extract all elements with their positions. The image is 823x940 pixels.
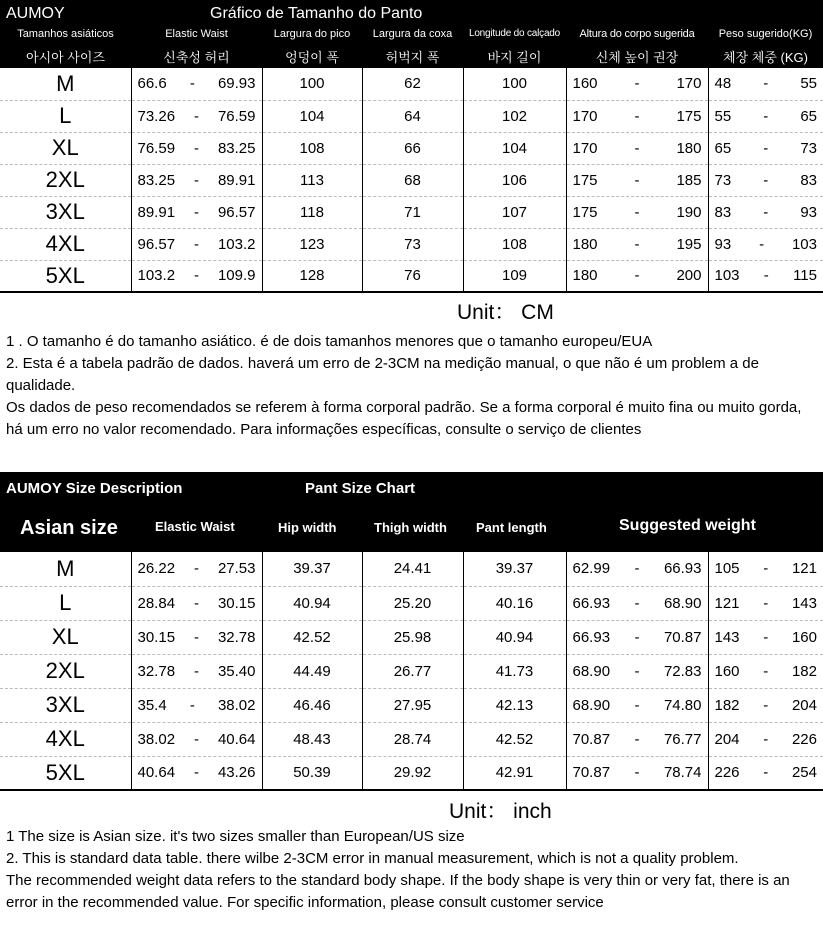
table-cell [131,100,262,132]
range-dash: - [194,594,199,612]
table-cell [708,552,823,586]
range-value: 105 [714,560,740,578]
chart-title: Pant Size Chart [305,480,416,497]
unit-inch: Unit： inch [449,800,552,823]
range-value: 180 [572,235,598,253]
table-cell [566,260,708,292]
table-cell [131,722,262,756]
range-dash: - [194,764,199,782]
table-cell [708,132,823,164]
column-header: Altura do corpo sugerida [579,28,695,40]
table-cell [566,688,708,722]
range-dash: - [763,764,769,782]
range-value: 30.15 [217,594,256,612]
range-value: 226 [714,764,740,782]
table-cell: 108 [262,132,362,164]
range-value: 83.25 [217,139,256,157]
column-header: Largura da coxa [372,28,453,40]
range-value: 115 [793,267,817,285]
header-length: Pant length [476,520,547,535]
table-cell: 104 [262,100,362,132]
table-cell [708,228,823,260]
range-value: 55 [800,75,817,93]
range-value: 73 [800,139,817,157]
table-cell: 113 [262,164,362,196]
table-cell: M [0,68,131,100]
range-value: 83 [800,171,817,189]
table-cell: 104 [463,132,566,164]
table-cell [708,586,823,620]
range-dash: - [194,560,199,578]
range-value: 70.87 [572,730,611,748]
brand: AUMOY [6,5,65,22]
table-cell: 50.39 [262,756,362,790]
range-dash: - [634,696,640,714]
range-value: 180 [572,267,598,285]
range-value: 103 [714,267,740,285]
range-dash: - [763,171,769,189]
range-value: 32.78 [217,628,256,646]
table-cell: 42.13 [463,688,566,722]
range-value: 143 [714,628,740,646]
table-row [0,228,823,260]
table-cell [131,260,262,292]
table-cell: XL [0,620,131,654]
note: 2. Esta é a tabela padrão de dados. haverá um erro de 2-3CM na medição manual, o que não é um problem a de qualidade. [6,355,759,394]
table-cell [131,164,262,196]
table-cell: 108 [463,228,566,260]
range-value: 89.91 [137,203,176,221]
table-row [0,688,823,722]
note: 1 The size is Asian size. it's two sizes smaller than European/US size [6,828,465,845]
table-cell [708,100,823,132]
table-cell: 68 [362,164,463,196]
range-value: 65 [800,107,817,125]
table-cell: L [0,100,131,132]
column-header: 아시아 사이즈 [26,50,105,65]
range-dash: - [634,764,640,782]
table-cell: 27.95 [362,688,463,722]
range-value: 28.84 [137,594,176,612]
table-cell: 62 [362,68,463,100]
range-value: 83.25 [137,171,176,189]
range-value: 65 [714,139,732,157]
table-cell: 25.20 [362,586,463,620]
range-dash: - [634,139,640,157]
range-value: 175 [572,203,598,221]
range-value: 68.90 [663,594,702,612]
range-dash: - [763,203,769,221]
range-value: 27.53 [217,560,256,578]
table-row [0,654,823,688]
table-cell: 107 [463,196,566,228]
table-cell [566,132,708,164]
range-dash: - [634,75,640,93]
range-value: 72.83 [663,662,702,680]
range-dash: - [634,662,640,680]
range-value: 109.9 [217,267,256,285]
range-dash: - [634,560,640,578]
table-row [0,260,823,292]
table-cell [708,164,823,196]
range-value: 103.2 [137,267,176,285]
range-value: 96.57 [217,203,256,221]
table-cell [566,100,708,132]
range-value: 40.64 [217,730,256,748]
range-dash: - [759,235,765,253]
table-row [0,132,823,164]
range-dash: - [763,696,769,714]
range-value: 43.26 [217,764,256,782]
table-cell [131,68,262,100]
range-value: 66.6 [137,75,167,93]
range-value: 204 [791,696,817,714]
table-row [0,552,823,586]
table-cell: 42.91 [463,756,566,790]
header-thigh: Thigh width [374,520,447,535]
range-dash: - [194,203,199,221]
range-value: 76.59 [137,139,176,157]
table-cell: 39.37 [262,552,362,586]
table-cell: L [0,586,131,620]
range-value: 254 [791,764,817,782]
column-header: Tamanhos asiáticos [17,28,114,40]
cm-table-header [0,0,823,68]
range-value: 69.93 [217,75,256,93]
range-dash: - [634,107,640,125]
column-header: Largura do pico [273,28,351,40]
range-value: 35.4 [137,696,167,714]
range-value: 103 [791,235,817,253]
table-cell: 102 [463,100,566,132]
table-row [0,620,823,654]
range-dash: - [634,171,640,189]
table-cell: 42.52 [463,722,566,756]
table-row [0,586,823,620]
table-cell [566,586,708,620]
table-cell [566,722,708,756]
unit-cm: Unit： CM [457,301,554,324]
table-cell: 29.92 [362,756,463,790]
range-value: 226 [791,730,817,748]
table-row [0,164,823,196]
range-value: 68.90 [572,696,611,714]
table-cell [566,164,708,196]
table-cell [131,586,262,620]
table-cell: 48.43 [262,722,362,756]
range-value: 182 [791,662,817,680]
table-cell [708,196,823,228]
range-value: 190 [676,203,702,221]
range-dash: - [763,267,769,285]
table-cell [566,552,708,586]
table-cell: 3XL [0,688,131,722]
range-value: 32.78 [137,662,176,680]
range-dash: - [194,171,199,189]
table-cell: 40.94 [262,586,362,620]
range-value: 55 [714,107,732,125]
table-cell: 73 [362,228,463,260]
table-cell [566,68,708,100]
table-cell: 64 [362,100,463,132]
range-dash: - [763,139,769,157]
header-weight: Suggested weight [619,517,756,534]
range-value: 175 [572,171,598,189]
range-value: 185 [676,171,702,189]
table-cell [566,620,708,654]
table-cell [708,688,823,722]
table-cell [566,654,708,688]
range-dash: - [763,730,769,748]
table-cell: 100 [463,68,566,100]
table-cell: 5XL [0,756,131,790]
table-cell: 123 [262,228,362,260]
column-header: Peso sugerido(KG) [718,28,813,40]
range-dash: - [634,267,640,285]
table-cell: 4XL [0,722,131,756]
range-value: 121 [714,594,740,612]
range-dash: - [189,696,195,714]
range-value: 103.2 [217,235,256,253]
table-cell: 2XL [0,654,131,688]
range-value: 200 [676,267,702,285]
range-value: 78.74 [663,764,702,782]
table-row [0,100,823,132]
note: 2. This is standard data table. there wilbe 2-3CM error in manual measurement, which is not a quality problem. [6,850,739,867]
notes-pt [6,331,821,441]
table-cell [566,756,708,790]
table-cell [566,196,708,228]
table-cell: 71 [362,196,463,228]
range-value: 66.93 [572,594,611,612]
range-value: 89.91 [217,171,256,189]
range-value: 83 [714,203,732,221]
range-dash: - [763,662,769,680]
table-cell: 76 [362,260,463,292]
brand: AUMOY Size Description [6,480,183,497]
range-dash: - [634,594,640,612]
range-dash: - [634,203,640,221]
note: The recommended weight data refers to the standard body shape. If the body shape is very thin or very fat, there is an error in the recommended value. For specific information, please consult customer service [6,872,790,911]
header-hip: Hip width [278,520,337,535]
column-header: 신축성 허리 [163,50,230,65]
range-dash: - [194,267,199,285]
range-value: 30.15 [137,628,176,646]
table-cell [131,688,262,722]
table-cell [131,654,262,688]
table-cell: 41.73 [463,654,566,688]
table-cell: 40.16 [463,586,566,620]
range-dash: - [634,730,640,748]
column-header: 바지 길이 [487,50,542,65]
table-cell [131,620,262,654]
range-value: 26.22 [137,560,176,578]
range-value: 38.02 [217,696,256,714]
inch-size-table [0,552,823,791]
table-cell: 42.52 [262,620,362,654]
range-value: 195 [676,235,702,253]
range-value: 70.87 [663,628,702,646]
range-value: 40.64 [137,764,176,782]
range-value: 160 [572,75,598,93]
range-value: 38.02 [137,730,176,748]
range-value: 35.40 [217,662,256,680]
table-cell: 128 [262,260,362,292]
table-cell: 2XL [0,164,131,196]
note: Os dados de peso recomendados se referem à forma corporal padrão. Se a forma corporal é muito fina ou muito gorda, há um erro no valor recomendado. Para informações específicas, consulte o serviço de clientes [6,399,802,438]
table-row [0,196,823,228]
range-value: 170 [676,75,702,93]
range-value: 76.77 [663,730,702,748]
table-cell: 5XL [0,260,131,292]
range-value: 170 [572,107,598,125]
range-value: 143 [791,594,817,612]
table-cell [131,196,262,228]
range-value: 204 [714,730,740,748]
table-cell: 3XL [0,196,131,228]
table-cell: 25.98 [362,620,463,654]
column-header: 허벅지 폭 [385,50,440,65]
range-dash: - [763,594,769,612]
range-value: 93 [714,235,732,253]
table-cell [131,756,262,790]
table-cell: XL [0,132,131,164]
range-value: 93 [800,203,817,221]
header-waist: Elastic Waist [155,519,235,534]
notes-en [6,826,821,914]
column-header: 신체 높이 권장 [595,50,679,65]
range-value: 62.99 [572,560,611,578]
table-cell: 109 [463,260,566,292]
table-cell [708,620,823,654]
range-dash: - [763,75,769,93]
column-header: Elastic Waist [165,28,228,40]
table-cell: 40.94 [463,620,566,654]
table-cell: 118 [262,196,362,228]
range-value: 73 [714,171,732,189]
table-cell [131,228,262,260]
table-cell: 4XL [0,228,131,260]
range-value: 180 [676,139,702,157]
range-value: 160 [714,662,740,680]
table-cell: 106 [463,164,566,196]
range-dash: - [763,107,769,125]
range-value: 121 [791,560,817,578]
range-value: 73.26 [137,107,176,125]
cm-size-table [0,68,823,293]
range-dash: - [194,235,199,253]
table-cell: 44.49 [262,654,362,688]
inch-table-header [0,472,823,552]
table-cell [708,654,823,688]
range-value: 96.57 [137,235,176,253]
range-dash: - [763,560,769,578]
range-dash: - [194,662,199,680]
range-value: 74.80 [663,696,702,714]
range-value: 66.93 [572,628,611,646]
range-value: 66.93 [663,560,702,578]
table-cell [708,260,823,292]
table-row [0,756,823,790]
table-cell [566,228,708,260]
table-cell: 26.77 [362,654,463,688]
table-cell: 46.46 [262,688,362,722]
table-cell [131,132,262,164]
range-value: 70.87 [572,764,611,782]
column-header: 체장 체중 (KG) [723,50,808,65]
range-dash: - [194,139,199,157]
range-dash: - [194,628,199,646]
range-dash: - [634,628,640,646]
range-value: 68.90 [572,662,611,680]
table-cell: 28.74 [362,722,463,756]
table-row [0,722,823,756]
column-header: 엉덩이 폭 [285,50,339,65]
range-dash: - [189,75,195,93]
range-value: 48 [714,75,732,93]
range-value: 170 [572,139,598,157]
column-header: Longitude do calçado [468,28,561,39]
range-value: 76.59 [217,107,256,125]
table-cell: 66 [362,132,463,164]
table-cell [708,756,823,790]
range-dash: - [634,235,640,253]
table-cell: 39.37 [463,552,566,586]
range-dash: - [194,107,199,125]
table-cell: 24.41 [362,552,463,586]
chart-title: Gráfico de Tamanho do Panto [210,5,423,22]
range-value: 175 [676,107,702,125]
range-value: 182 [714,696,740,714]
table-cell [131,552,262,586]
table-cell [708,68,823,100]
table-cell [708,722,823,756]
header-asian-size: Asian size [20,517,118,539]
table-cell: 100 [262,68,362,100]
note: 1 . O tamanho é do tamanho asiático. é de dois tamanhos menores que o tamanho europeu/EUA [6,333,653,350]
table-row [0,68,823,100]
range-value: 160 [791,628,817,646]
range-dash: - [194,730,199,748]
table-cell: M [0,552,131,586]
range-dash: - [763,628,769,646]
